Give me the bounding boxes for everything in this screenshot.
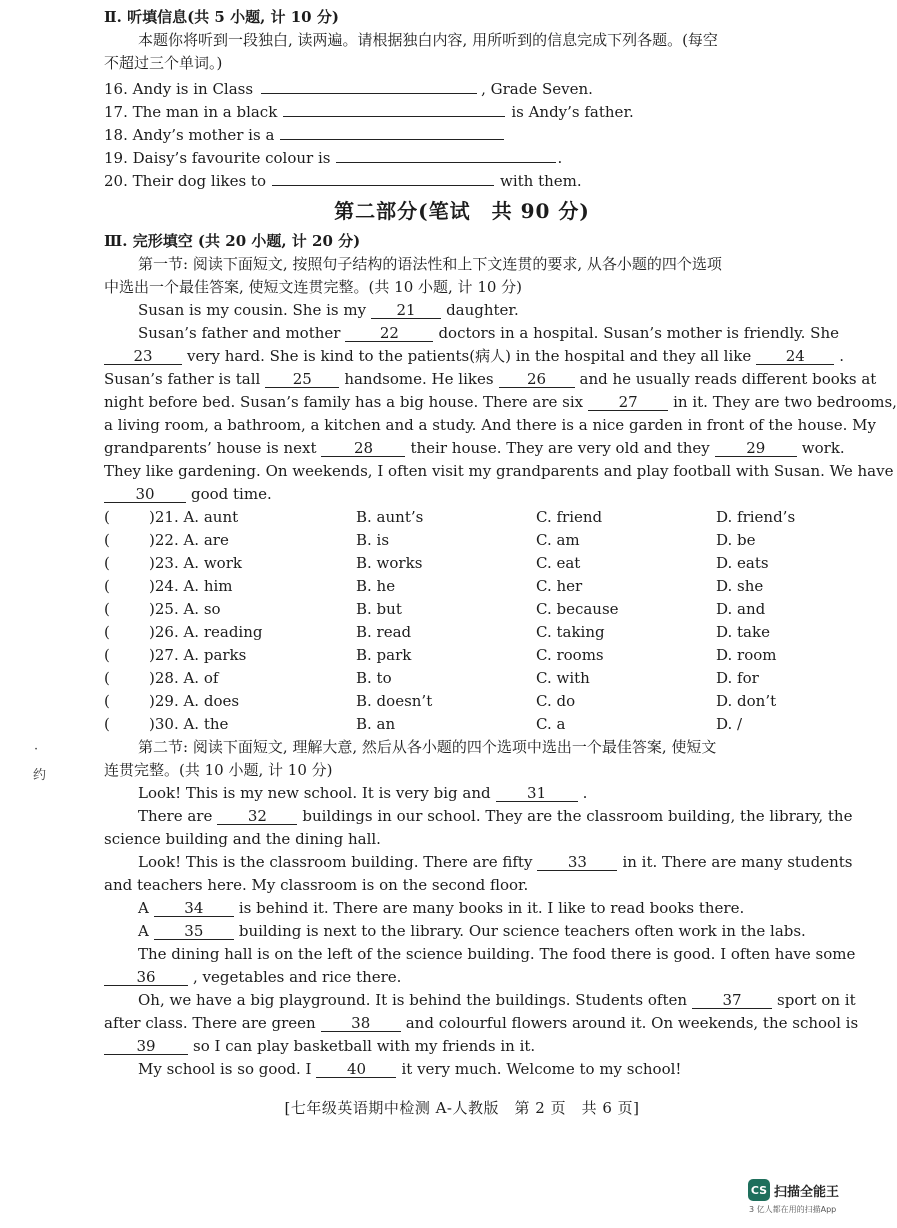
passage-text: and he usually reads different books at bbox=[579, 370, 877, 388]
option-b: B. to bbox=[356, 669, 392, 687]
instruction-line: 第二节: 阅读下面短文, 理解大意, 然后从各小题的四个选项中选出一个最佳答案, 使短文 bbox=[138, 738, 717, 756]
option-c: C. am bbox=[536, 531, 580, 549]
passage-text: night before bed. Susan’s family has a big house. There are six bbox=[104, 393, 584, 411]
option-c: C. a bbox=[536, 715, 566, 733]
question-text: 17. The man in a black bbox=[104, 103, 278, 121]
question-text: 20. Their dog likes to bbox=[104, 172, 266, 190]
answer-blank[interactable] bbox=[283, 98, 505, 117]
margin-mark-dot: · bbox=[34, 742, 39, 757]
blank-36[interactable]: 36 bbox=[104, 967, 188, 986]
passage-text: doctors in a hospital. Susan’s mother is friendly. She bbox=[438, 324, 839, 342]
passage-line: science building and the dining hall. bbox=[104, 830, 381, 848]
option-row bbox=[104, 529, 820, 552]
option-row bbox=[104, 598, 820, 621]
passage-text: handsome. He likes bbox=[344, 370, 494, 388]
option-row bbox=[104, 575, 820, 598]
passage-line bbox=[104, 989, 856, 1012]
option-d: D. eats bbox=[716, 554, 769, 572]
passage-text: in it. There are many students bbox=[622, 853, 853, 871]
question-text: 16. Andy is in Class bbox=[104, 80, 254, 98]
answer-bracket[interactable]: ( bbox=[104, 508, 110, 526]
passage-text: work. bbox=[801, 439, 845, 457]
section-heading-listening: Ⅱ. 听填信息(共 5 小题, 计 10 分) bbox=[104, 8, 339, 26]
passage-text: and colourful flowers around it. On weekends, the school is bbox=[405, 1014, 859, 1032]
option-a: )28. A. of bbox=[149, 669, 219, 687]
answer-bracket[interactable]: ( bbox=[104, 669, 110, 687]
blank-30[interactable]: 30 bbox=[104, 484, 186, 503]
blank-39[interactable]: 39 bbox=[104, 1036, 188, 1055]
blank-23[interactable]: 23 bbox=[104, 346, 182, 365]
passage-text: it very much. Welcome to my school! bbox=[401, 1060, 682, 1078]
passage-text: after class. There are green bbox=[104, 1014, 316, 1032]
answer-blank[interactable] bbox=[272, 167, 494, 186]
instruction-line: 第一节: 阅读下面短文, 按照句子结构的语法性和上下文连贯的要求, 从各小题的四个选项 bbox=[138, 255, 722, 273]
cs-icon: CS bbox=[748, 1179, 770, 1201]
option-a: )21. A. aunt bbox=[149, 508, 239, 526]
passage-line bbox=[104, 368, 877, 391]
option-d: D. room bbox=[716, 646, 777, 664]
instruction-line: 不超过三个单词。) bbox=[104, 54, 223, 72]
option-d: D. and bbox=[716, 600, 766, 618]
blank-31[interactable]: 31 bbox=[496, 783, 578, 802]
question-text: with them. bbox=[500, 172, 582, 190]
option-d: D. don’t bbox=[716, 692, 777, 710]
exam-page bbox=[104, 6, 897, 1120]
passage-text: very hard. She is kind to the patients(病人) in the hospital and they all like bbox=[187, 347, 752, 365]
passage-line bbox=[104, 391, 897, 414]
options-list bbox=[104, 506, 820, 736]
answer-bracket[interactable]: ( bbox=[104, 554, 110, 572]
blank-24[interactable]: 24 bbox=[756, 346, 834, 365]
question-18 bbox=[104, 121, 820, 144]
option-a: )24. A. him bbox=[149, 577, 233, 595]
option-b: B. aunt’s bbox=[356, 508, 424, 526]
passage-line bbox=[104, 299, 820, 322]
passage-text: There are bbox=[138, 807, 213, 825]
passage-line bbox=[104, 1035, 820, 1058]
option-b: B. he bbox=[356, 577, 396, 595]
option-row bbox=[104, 552, 820, 575]
blank-26[interactable]: 26 bbox=[499, 369, 575, 388]
answer-bracket[interactable]: ( bbox=[104, 531, 110, 549]
option-d: D. take bbox=[716, 623, 770, 641]
passage-line bbox=[104, 345, 845, 368]
answer-bracket[interactable]: ( bbox=[104, 577, 110, 595]
passage-line bbox=[104, 920, 820, 943]
passage-line bbox=[104, 805, 853, 828]
passage-line bbox=[104, 322, 839, 345]
passage-text: in it. They are two bedrooms, bbox=[673, 393, 897, 411]
blank-40[interactable]: 40 bbox=[316, 1059, 396, 1078]
passage-text: daughter. bbox=[446, 301, 519, 319]
option-c: C. taking bbox=[536, 623, 605, 641]
option-row bbox=[104, 713, 820, 736]
page-footer: [七年级英语期中检测 A-人教版 第 2 页 共 6 页] bbox=[284, 1099, 640, 1117]
option-row bbox=[104, 506, 820, 529]
blank-28[interactable]: 28 bbox=[321, 438, 405, 457]
option-a: )29. A. does bbox=[149, 692, 240, 710]
blank-35[interactable]: 35 bbox=[154, 921, 234, 940]
question-text: , Grade Seven. bbox=[481, 80, 593, 98]
option-c: C. with bbox=[536, 669, 590, 687]
option-a: )27. A. parks bbox=[149, 646, 247, 664]
option-b: B. is bbox=[356, 531, 390, 549]
instruction-line: 本题你将听到一段独白, 读两遍。请根据独白内容, 用所听到的信息完成下列各题。(每空 bbox=[138, 31, 718, 49]
option-a: )25. A. so bbox=[149, 600, 221, 618]
passage-line bbox=[104, 851, 853, 874]
passage-text: , vegetables and rice there. bbox=[193, 968, 402, 986]
option-b: B. an bbox=[356, 715, 396, 733]
blank-38[interactable]: 38 bbox=[321, 1013, 401, 1032]
instruction-line: 连贯完整。(共 10 小题, 计 10 分) bbox=[104, 761, 333, 779]
passage-text: their house. They are very old and they bbox=[410, 439, 710, 457]
logo-name: 扫描全能王 bbox=[774, 1184, 840, 1200]
passage-text: Susan is my cousin. She is my bbox=[138, 301, 367, 319]
blank-37[interactable]: 37 bbox=[692, 990, 772, 1009]
instruction-line: 中选出一个最佳答案, 使短文连贯完整。(共 10 小题, 计 10 分) bbox=[104, 278, 523, 296]
question-text: 19. Daisy’s favourite colour is bbox=[104, 149, 331, 167]
passage-text: . bbox=[582, 784, 588, 802]
passage-text: Look! This is the classroom building. There are fifty bbox=[138, 853, 533, 871]
answer-blank[interactable] bbox=[336, 144, 556, 163]
scanner-logo bbox=[748, 1178, 839, 1202]
passage-text: Susan’s father is tall bbox=[104, 370, 261, 388]
question-19 bbox=[104, 144, 820, 167]
option-c: C. rooms bbox=[536, 646, 604, 664]
blank-27[interactable]: 27 bbox=[588, 392, 668, 411]
passage-text: Look! This is my new school. It is very big and bbox=[138, 784, 491, 802]
logo-tagline: 3 亿人都在用的扫描App bbox=[749, 1205, 837, 1214]
passage-text: A bbox=[138, 922, 149, 940]
option-c: C. do bbox=[536, 692, 576, 710]
option-d: D. for bbox=[716, 669, 759, 687]
option-d: D. she bbox=[716, 577, 764, 595]
option-a: )26. A. reading bbox=[149, 623, 263, 641]
option-c: C. friend bbox=[536, 508, 603, 526]
blank-29[interactable]: 29 bbox=[715, 438, 797, 457]
option-row bbox=[104, 690, 820, 713]
option-c: C. her bbox=[536, 577, 583, 595]
question-20 bbox=[104, 167, 820, 190]
passage-line: a living room, a bathroom, a kitchen and a study. And there is a nice garden in front of the house. My bbox=[104, 416, 876, 434]
option-b: B. works bbox=[356, 554, 423, 572]
question-text: is Andy’s father. bbox=[511, 103, 634, 121]
part-title: 第二部分(笔试 共 90 分) bbox=[334, 199, 590, 223]
option-b: B. but bbox=[356, 600, 402, 618]
blank-34[interactable]: 34 bbox=[154, 898, 234, 917]
option-a: )22. A. are bbox=[149, 531, 229, 549]
passage-line bbox=[104, 1058, 820, 1081]
option-row bbox=[104, 667, 820, 690]
option-d: D. be bbox=[716, 531, 756, 549]
passage-text: sport on it bbox=[777, 991, 856, 1009]
question-text: 18. Andy’s mother is a bbox=[104, 126, 275, 144]
passage-text: building is next to the library. Our science teachers often work in the labs. bbox=[238, 922, 806, 940]
option-a: )23. A. work bbox=[149, 554, 242, 572]
passage-line bbox=[104, 483, 820, 506]
passage-text: good time. bbox=[191, 485, 272, 503]
passage-text: is behind it. There are many books in it. I like to read books there. bbox=[238, 899, 745, 917]
answer-blank[interactable] bbox=[280, 121, 504, 140]
passage-line bbox=[104, 782, 820, 805]
passage-text: My school is so good. I bbox=[138, 1060, 312, 1078]
option-c: C. because bbox=[536, 600, 619, 618]
passage-line bbox=[104, 437, 845, 460]
passage-line bbox=[104, 966, 820, 989]
passage-text: Oh, we have a big playground. It is behind the buildings. Students often bbox=[138, 991, 688, 1009]
blank-21[interactable]: 21 bbox=[371, 300, 441, 319]
blank-22[interactable]: 22 bbox=[345, 323, 433, 342]
answer-bracket[interactable]: ( bbox=[104, 692, 110, 710]
option-b: B. doesn’t bbox=[356, 692, 433, 710]
passage-text: . bbox=[839, 347, 845, 365]
passage-line bbox=[104, 897, 820, 920]
answer-bracket[interactable]: ( bbox=[104, 600, 110, 618]
blank-33[interactable]: 33 bbox=[537, 852, 617, 871]
blank-32[interactable]: 32 bbox=[217, 806, 297, 825]
passage-text: Susan’s father and mother bbox=[138, 324, 341, 342]
passage-text: grandparents’ house is next bbox=[104, 439, 317, 457]
passage-text: A bbox=[138, 899, 149, 917]
section-heading-cloze: Ⅲ. 完形填空 (共 20 小题, 计 20 分) bbox=[104, 232, 361, 250]
option-c: C. eat bbox=[536, 554, 581, 572]
answer-blank[interactable] bbox=[261, 75, 477, 94]
answer-bracket[interactable]: ( bbox=[104, 715, 110, 733]
passage-text: so I can play basketball with my friends in it. bbox=[193, 1037, 536, 1055]
option-b: B. park bbox=[356, 646, 412, 664]
option-row bbox=[104, 644, 820, 667]
passage-line bbox=[104, 1012, 859, 1035]
passage-line: and teachers here. My classroom is on the second floor. bbox=[104, 876, 529, 894]
option-a: )30. A. the bbox=[149, 715, 229, 733]
answer-bracket[interactable]: ( bbox=[104, 646, 110, 664]
option-d: D. / bbox=[716, 715, 743, 733]
option-b: B. read bbox=[356, 623, 412, 641]
passage-text: buildings in our school. They are the classroom building, the library, the bbox=[302, 807, 853, 825]
passage-line: They like gardening. On weekends, I often visit my grandparents and play football with Susan. We have bbox=[104, 462, 894, 480]
question-17 bbox=[104, 98, 820, 121]
blank-25[interactable]: 25 bbox=[265, 369, 339, 388]
passage-line: The dining hall is on the left of the science building. The food there is good. I often have some bbox=[138, 945, 856, 963]
option-d: D. friend’s bbox=[716, 508, 796, 526]
answer-bracket[interactable]: ( bbox=[104, 623, 110, 641]
option-row bbox=[104, 621, 820, 644]
margin-mark-char: 约 bbox=[33, 768, 47, 783]
question-16 bbox=[104, 75, 820, 98]
question-text: . bbox=[557, 149, 563, 167]
